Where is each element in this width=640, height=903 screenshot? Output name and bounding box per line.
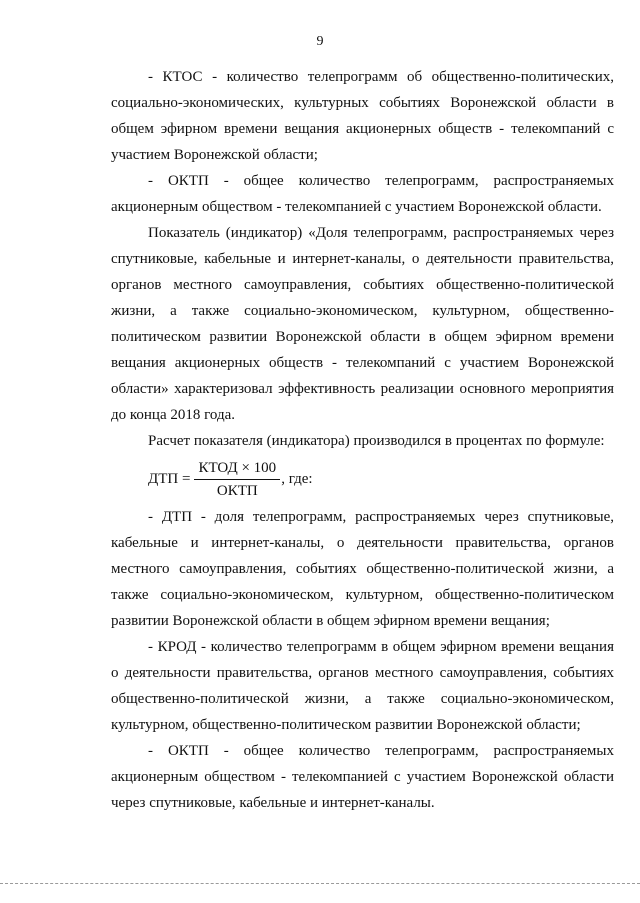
formula-denominator: ОКТП	[216, 482, 258, 499]
page-bottom-divider	[0, 883, 640, 884]
formula-fraction	[194, 458, 280, 501]
formula-lhs: ДТП =	[148, 471, 191, 487]
page-number: 9	[316, 34, 324, 49]
formula	[148, 456, 614, 502]
formula-intro: Расчет показателя (индикатора) производился в процентах по формуле:	[148, 433, 605, 449]
definition-oktp-channels: - ОКТП - общее количество телепрограмм, распространяемых акционерным обществом - телекомпанией с участием Воронежской области через спутниковые, кабельные и интернет-каналы.	[111, 743, 614, 811]
formula-numerator: КТОД × 100	[194, 458, 280, 480]
document-body	[111, 64, 614, 816]
indicator-description: Показатель (индикатор) «Доля телепрограмм, распространяемых через спутниковые, кабельные и интернет-каналы, о деятельности правительства, органов местного самоуправления, событиях общественно-политической жизни, а также социально-экономическом, культурном, общественно-политическом развитии Воронежской области в общем эфирном времени вещания акционерных обществ - телекомпаний с участием Воронежской области» характеризовал эффективность реализации основного мероприятия до конца 2018 года.	[111, 225, 614, 423]
definition-ktos: - КТОС - количество телепрограмм об общественно-политических, социально-экономических, культурных событиях Воронежской области в общем эфирном времени вещания акционерных обществ - телекомпаний с участием Воронежской области;	[111, 69, 614, 163]
definition-krod: - КРОД - количество телепрограмм в общем эфирном времени вещания о деятельности правительства, органов местного самоуправления, событиях общественно-политической жизни, а также социально-экономическом, культурном, общественно-политическом развитии Воронежской области;	[111, 639, 614, 733]
definition-dtp: - ДТП - доля телепрограмм, распространяемых через спутниковые, кабельные и интернет-каналы, о деятельности правительства, органов местного самоуправления, событиях общественно-политической жизни, а также социально-экономическом, культурном, общественно-политическом развитии Воронежской области в общем эфирном времени вещания;	[111, 509, 614, 629]
formula-suffix: , где:	[281, 471, 313, 487]
definition-oktp: - ОКТП - общее количество телепрограмм, распространяемых акционерным обществом - телекомпанией с участием Воронежской области.	[111, 173, 614, 215]
